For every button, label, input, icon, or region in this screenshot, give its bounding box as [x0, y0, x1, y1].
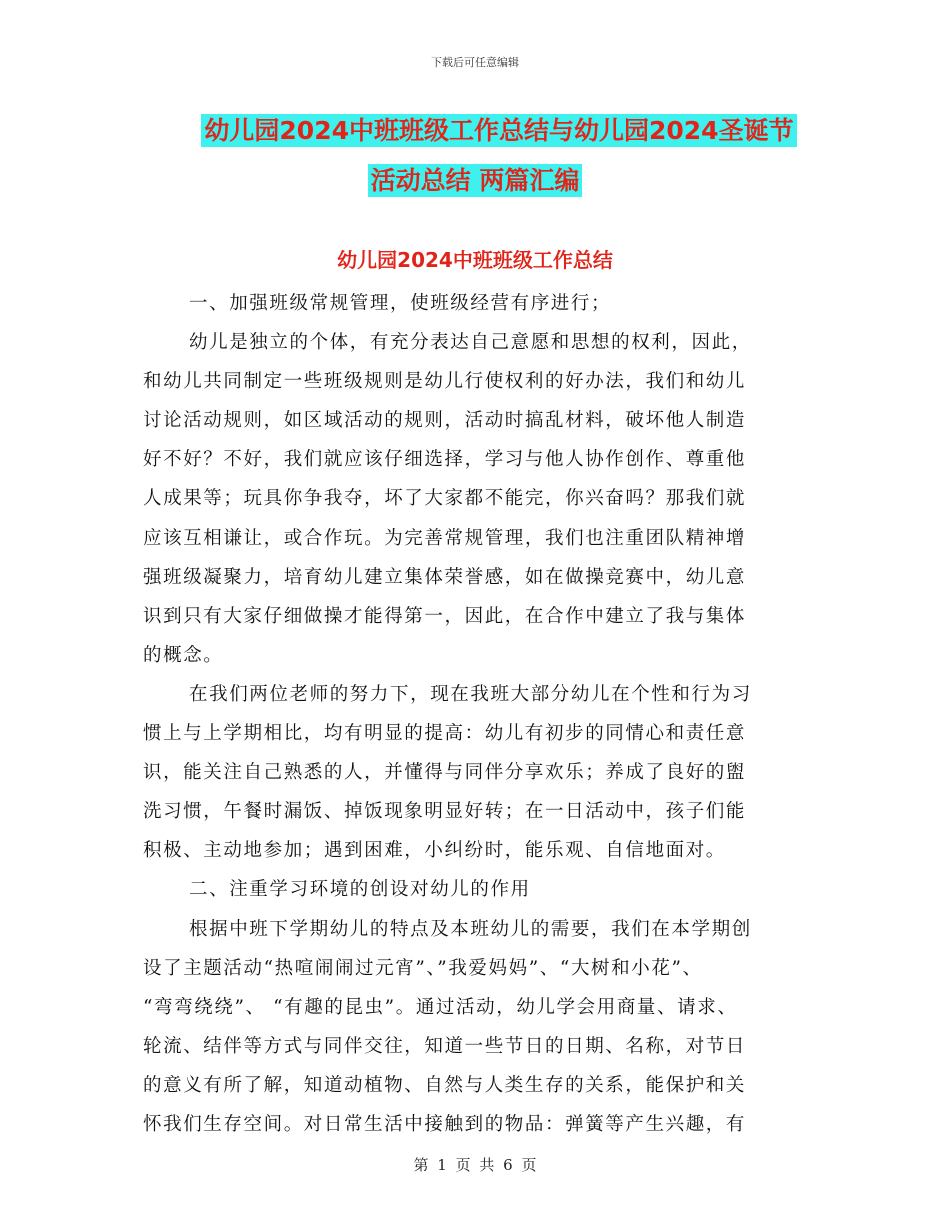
document-title — [0, 106, 950, 206]
body-line: 二、注重学习环境的创设对幼儿的作用 — [189, 879, 531, 901]
header-note: 下载后可任意编辑 — [431, 56, 519, 69]
body-line: 惯上与上学期相比，均有明显的提高：幼儿有初步的同情心和责任意 — [143, 723, 747, 745]
section-title: 幼儿园2024中班班级工作总结 — [337, 248, 613, 272]
body-line: 识，能关注自己熟悉的人，并懂得与同伴分享欢乐；养成了良好的盥 — [143, 762, 747, 784]
body-line: 强班级凝聚力，培育幼儿建立集体荣誉感，如在做操竞赛中，幼儿意 — [143, 566, 747, 588]
body-line: 的意义有所了解，知道动植物、自然与人类生存的关系，能保护和关 — [143, 1074, 747, 1096]
body-line: 在我们两位老师的努力下，现在我班大部分幼儿在个性和行为习 — [189, 683, 752, 705]
body-line: “弯弯绕绕”、 “有趣的昆虫”。通过活动，幼儿学会用商量、请求、 — [143, 996, 738, 1018]
body-text — [143, 284, 833, 1144]
body-line: 积极、主动地参加；遇到困难，小纠纷时，能乐观、自信地面对。 — [143, 840, 726, 862]
title-line-1: 幼儿园2024中班班级工作总结与幼儿园2024圣诞节 — [201, 114, 796, 147]
body-line: 讨论活动规则，如区域活动的规则，活动时搞乱材料，破坏他人制造 — [143, 410, 747, 432]
body-line: 一、加强班级常规管理，使班级经营有序进行； — [189, 293, 612, 314]
body-line: 的概念。 — [143, 644, 224, 666]
body-line: 人成果等；玩具你争我夺，坏了大家都不能完，你兴奋吗？那我们就 — [143, 488, 747, 510]
body-line: 好不好？不好，我们就应该仔细选择，学习与他人协作创作、尊重他 — [143, 449, 747, 471]
body-line: 幼儿是独立的个体，有充分表达自己意愿和思想的权利，因此， — [189, 332, 752, 354]
body-line: 和幼儿共同制定一些班级规则是幼儿行使权利的好办法，我们和幼儿 — [143, 371, 747, 393]
body-line: 根据中班下学期幼儿的特点及本班幼儿的需要，我们在本学期创 — [189, 918, 752, 940]
body-line: 怀我们生存空间。对日常生活中接触到的物品：弹簧等产生兴趣，有 — [143, 1113, 747, 1135]
page-footer: 第 1 页 共 6 页 — [413, 1156, 537, 1174]
body-line: 识到只有大家仔细做操才能得第一，因此，在合作中建立了我与集体 — [143, 605, 747, 627]
body-line: 轮流、结伴等方式与同伴交往，知道一些节日的日期、名称，对节日 — [143, 1035, 747, 1057]
body-line: 应该互相谦让，或合作玩。为完善常规管理，我们也注重团队精神增 — [143, 527, 747, 549]
body-line: 洗习惯，午餐时漏饭、掉饭现象明显好转；在一日活动中，孩子们能 — [143, 801, 747, 823]
title-line-2: 活动总结 两篇汇编 — [368, 164, 583, 197]
body-line: 设了主题活动“热喧闹闹过元宵”、”我爱妈妈”、“大树和小花”、 — [143, 957, 703, 979]
